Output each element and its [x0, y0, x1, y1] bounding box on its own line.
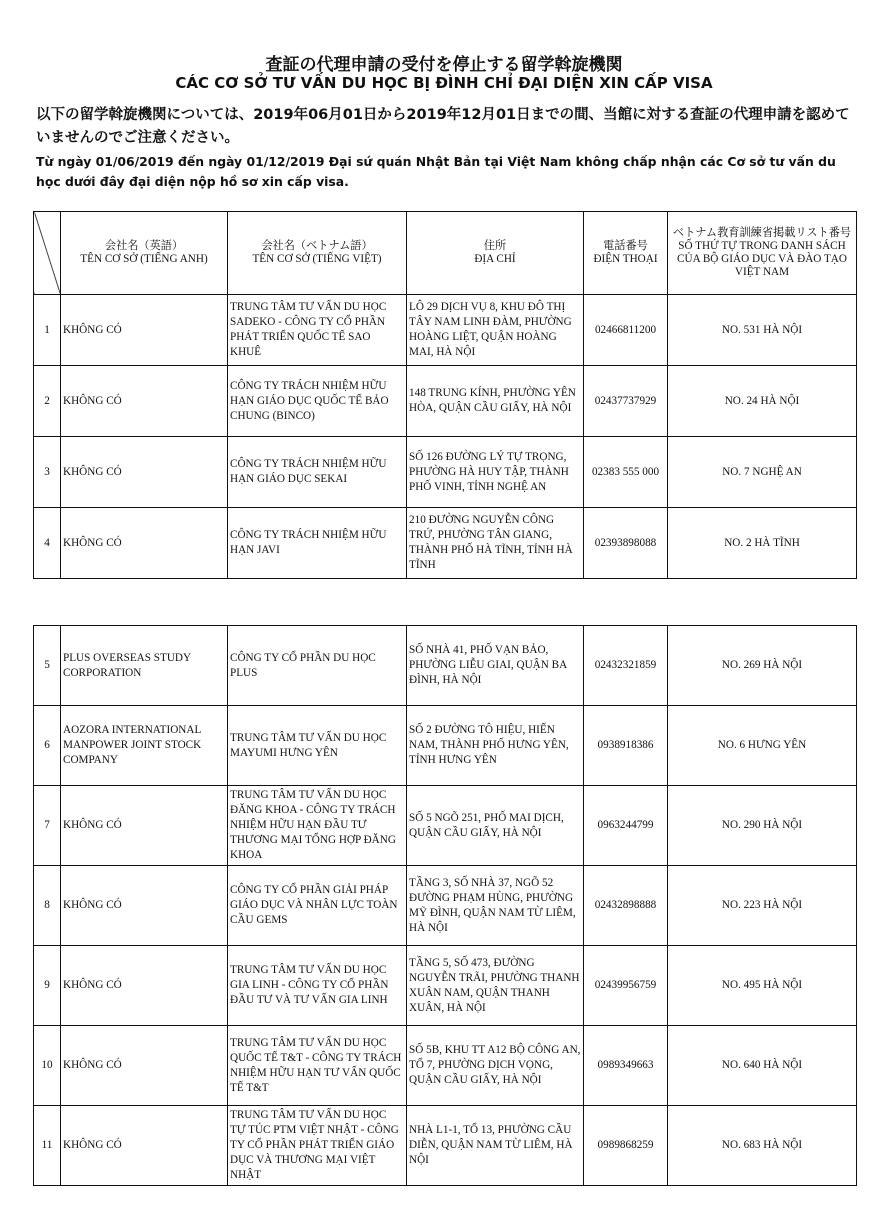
address: TẦNG 5, SỐ 473, ĐƯỜNG NGUYỄN TRÃI, PHƯỜNG THANH XUÂN NAM, QUẬN THANH XUÂN, HÀ NỘI [407, 946, 584, 1026]
phone-number: 02437737929 [584, 366, 668, 437]
row-number: 9 [34, 946, 61, 1026]
header-name-en-vi: TÊN CƠ SỞ (TIẾNG ANH) [80, 253, 208, 265]
table-row [34, 295, 857, 366]
row-number: 2 [34, 366, 61, 437]
company-name-vi: TRUNG TÂM TƯ VẤN DU HỌC ĐĂNG KHOA - CÔNG TY TRÁCH NHIỆM HỮU HẠN ĐẦU TƯ THƯƠNG MẠI TỔNG HỢP ĐĂNG KHOA [228, 786, 407, 866]
header-corner-cell [34, 212, 61, 295]
address: LÔ 29 DỊCH VỤ 8, KHU ĐÔ THỊ TÂY NAM LINH ĐÀM, PHƯỜNG HOÀNG LIỆT, QUẬN HOÀNG MAI, HÀ NỘI [407, 295, 584, 366]
header-phone-vi: ĐIỆN THOẠI [593, 253, 658, 265]
ministry-list-number: NO. 7 NGHỆ AN [668, 437, 857, 508]
phone-number: 0938918386 [584, 706, 668, 786]
company-name-en: KHÔNG CÓ [61, 1106, 228, 1186]
company-name-vi: CÔNG TY TRÁCH NHIỆM HỮU HẠN GIÁO DỤC SEKAI [228, 437, 407, 508]
ministry-list-number: NO. 2 HÀ TĨNH [668, 508, 857, 579]
address: 210 ĐƯỜNG NGUYỄN CÔNG TRỨ, PHƯỜNG TÂN GIANG, THÀNH PHỐ HÀ TĨNH, TỈNH HÀ TĨNH [407, 508, 584, 579]
row-number: 3 [34, 437, 61, 508]
company-name-vi: CÔNG TY TRÁCH NHIỆM HỮU HẠN GIÁO DỤC QUỐC TẾ BẢO CHUNG (BINCO) [228, 366, 407, 437]
phone-number: 02393898088 [584, 508, 668, 579]
company-name-en: PLUS OVERSEAS STUDY CORPORATION [61, 626, 228, 706]
company-name-vi: TRUNG TÂM TƯ VẤN DU HỌC TỰ TÚC PTM VIỆT NHẬT - CÔNG TY CỔ PHẦN PHÁT TRIỂN GIÁO DỤC VÀ THƯƠNG MẠI VIỆT NHẬT [228, 1106, 407, 1186]
ministry-list-number: NO. 24 HÀ NỘI [668, 366, 857, 437]
table-row [34, 1106, 857, 1186]
table-header-row [34, 212, 857, 295]
row-number: 1 [34, 295, 61, 366]
page-title-vietnamese: CÁC CƠ SỞ TƯ VẤN DU HỌC BỊ ĐÌNH CHỈ ĐẠI DIỆN XIN CẤP VISA [175, 74, 713, 92]
phone-number: 02383 555 000 [584, 437, 668, 508]
row-number: 11 [34, 1106, 61, 1186]
table-row [34, 508, 857, 579]
company-name-vi: TRUNG TÂM TƯ VẤN DU HỌC QUỐC TẾ T&T - CÔNG TY TRÁCH NHIỆM HỮU HẠN TƯ VẤN QUỐC TẾ T&T [228, 1026, 407, 1106]
header-name-vi [228, 212, 407, 295]
phone-number: 02432898888 [584, 866, 668, 946]
table-row [34, 366, 857, 437]
row-number: 10 [34, 1026, 61, 1106]
header-phone [584, 212, 668, 295]
company-name-en: AOZORA INTERNATIONAL MANPOWER JOINT STOCK COMPANY [61, 706, 228, 786]
header-address [407, 212, 584, 295]
page-title-japanese: 査証の代理申請の受付を停止する留学斡旋機関 [265, 55, 623, 75]
phone-number: 0963244799 [584, 786, 668, 866]
header-name-en-jp: 会社名（英語） [104, 240, 184, 252]
ministry-list-number: NO. 269 HÀ NỘI [668, 626, 857, 706]
header-list-no-jp: ベトナム教育訓練省掲載リスト番号 [672, 227, 852, 239]
ministry-list-number: NO. 6 HƯNG YÊN [668, 706, 857, 786]
ministry-list-number: NO. 683 HÀ NỘI [668, 1106, 857, 1186]
notice-vietnamese: Từ ngày 01/06/2019 đến ngày 01/12/2019 Đại sứ quán Nhật Bản tại Việt Nam không chấp nhận các Cơ sở tư vấn du học dưới đây đại diện nộp hồ sơ xin cấp visa. [36, 154, 836, 189]
company-name-en: KHÔNG CÓ [61, 866, 228, 946]
header-name-vi-jp: 会社名（ベトナム語） [261, 240, 373, 252]
row-number: 4 [34, 508, 61, 579]
header-list-no-vi: SỐ THỨ TỰ TRONG DANH SÁCH CỦA BỘ GIÁO DỤC VÀ ĐÀO TẠO VIỆT NAM [677, 240, 847, 278]
ministry-list-number: NO. 531 HÀ NỘI [668, 295, 857, 366]
company-name-en: KHÔNG CÓ [61, 437, 228, 508]
company-name-en: KHÔNG CÓ [61, 366, 228, 437]
company-name-vi: CÔNG TY TRÁCH NHIỆM HỮU HẠN JAVI [228, 508, 407, 579]
address: 148 TRUNG KÍNH, PHƯỜNG YÊN HÒA, QUẬN CẦU GIẤY, HÀ NỘI [407, 366, 584, 437]
address: TẦNG 3, SỐ NHÀ 37, NGÕ 52 ĐƯỜNG PHẠM HÙNG, PHƯỜNG MỸ ĐÌNH, QUẬN NAM TỪ LIÊM, HÀ NỘI [407, 866, 584, 946]
address: SỐ 2 ĐƯỜNG TÔ HIỆU, HIẾN NAM, THÀNH PHỐ HƯNG YÊN, TỈNH HƯNG YÊN [407, 706, 584, 786]
header-list-no [668, 212, 857, 295]
company-name-vi: TRUNG TÂM TƯ VẤN DU HỌC GIA LINH - CÔNG TY CỔ PHẦN ĐẦU TƯ VÀ TƯ VẤN GIA LINH [228, 946, 407, 1026]
phone-number: 02432321859 [584, 626, 668, 706]
phone-number: 0989349663 [584, 1026, 668, 1106]
phone-number: 0989868259 [584, 1106, 668, 1186]
company-name-en: KHÔNG CÓ [61, 1026, 228, 1106]
row-number: 6 [34, 706, 61, 786]
company-name-en: KHÔNG CÓ [61, 508, 228, 579]
header-phone-jp: 電話番号 [603, 240, 648, 252]
table-row [34, 1026, 857, 1106]
company-name-vi: TRUNG TÂM TƯ VẤN DU HỌC SADEKO - CÔNG TY CỔ PHẦN PHÁT TRIỂN QUỐC TẾ SAO KHUÊ [228, 295, 407, 366]
table-row [34, 866, 857, 946]
row-number: 7 [34, 786, 61, 866]
company-name-en: KHÔNG CÓ [61, 786, 228, 866]
table-row [34, 706, 857, 786]
ministry-list-number: NO. 495 HÀ NỘI [668, 946, 857, 1026]
address: NHÀ L1-1, TỔ 13, PHƯỜNG CẦU DIỄN, QUẬN NAM TỪ LIÊM, HÀ NỘI [407, 1106, 584, 1186]
agency-table-2 [33, 625, 857, 1186]
header-address-vi: ĐỊA CHỈ [474, 253, 516, 265]
ministry-list-number: NO. 223 HÀ NỘI [668, 866, 857, 946]
ministry-list-number: NO. 640 HÀ NỘI [668, 1026, 857, 1106]
address: SỐ NHÀ 41, PHỐ VẠN BẢO, PHƯỜNG LIỄU GIAI, QUẬN BA ĐÌNH, HÀ NỘI [407, 626, 584, 706]
header-address-jp: 住所 [483, 240, 507, 252]
company-name-en: KHÔNG CÓ [61, 946, 228, 1026]
agency-table-1 [33, 211, 857, 579]
row-number: 5 [34, 626, 61, 706]
notice-japanese: 以下の留学斡旋機関については、2019年06月01日から2019年12月01日までの間、当館に対する査証の代理申請を認めていませんのでご注意ください。 [36, 107, 850, 146]
phone-number: 02466811200 [584, 295, 668, 366]
company-name-vi: CÔNG TY CỔ PHẦN GIẢI PHÁP GIÁO DỤC VÀ NHÂN LỰC TOÀN CẦU GEMS [228, 866, 407, 946]
table-row [34, 437, 857, 508]
row-number: 8 [34, 866, 61, 946]
header-name-en [61, 212, 228, 295]
ministry-list-number: NO. 290 HÀ NỘI [668, 786, 857, 866]
header-name-vi-vi: TÊN CƠ SỞ (TIẾNG VIỆT) [252, 253, 382, 265]
address: SỐ 5B, KHU TT A12 BỘ CÔNG AN, TỔ 7, PHƯỜNG DỊCH VỌNG, QUẬN CẦU GIẤY, HÀ NỘI [407, 1026, 584, 1106]
company-name-vi: TRUNG TÂM TƯ VẤN DU HỌC MAYUMI HƯNG YÊN [228, 706, 407, 786]
company-name-vi: CÔNG TY CỔ PHẦN DU HỌC PLUS [228, 626, 407, 706]
phone-number: 02439956759 [584, 946, 668, 1026]
address: SỐ 126 ĐƯỜNG LÝ TỰ TRỌNG, PHƯỜNG HÀ HUY TẬP, THÀNH PHỐ VINH, TỈNH NGHỆ AN [407, 437, 584, 508]
table-row [34, 626, 857, 706]
table-row [34, 786, 857, 866]
table-row [34, 946, 857, 1026]
company-name-en: KHÔNG CÓ [61, 295, 228, 366]
address: SỐ 5 NGÕ 251, PHỐ MAI DỊCH, QUẬN CẦU GIẤY, HÀ NỘI [407, 786, 584, 866]
